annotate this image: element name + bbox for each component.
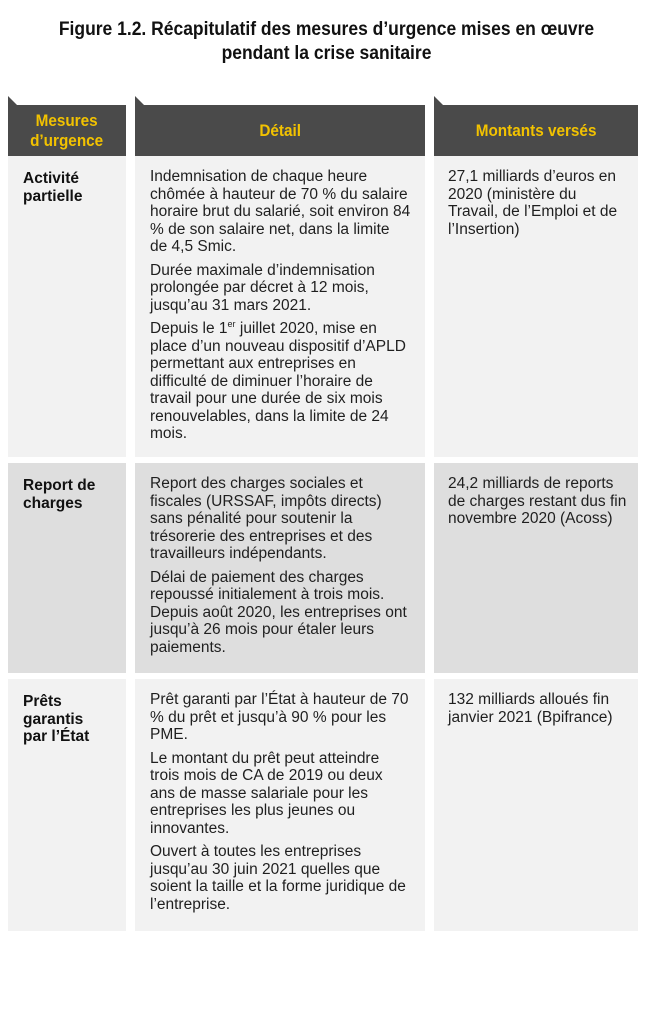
header-measures-line2: d’urgence: [30, 130, 104, 150]
header-amounts-label: Montants versés: [475, 120, 597, 140]
row-amount-report-de-charges: [434, 463, 638, 673]
row-label-line: charges: [23, 494, 83, 512]
header-detail-label: Détail: [259, 120, 301, 140]
detail-paragraph: Le montant du prêt peut atteindre trois mois de CA de 2019 ou deux ans de masse salariale pour les entreprises les plus jeunes ou innovantes.: [150, 749, 383, 837]
detail-paragraph: Prêt garanti par l’État à hauteur de 70 % du prêt et jusqu’à 90 % pour les PME.: [150, 691, 409, 743]
figure-title-line1: Figure 1.2. Récapitulatif des mesures d’urgence mises en œuvre: [58, 19, 595, 40]
header-measures: [8, 105, 126, 156]
row-label-report-de-charges: [8, 463, 126, 673]
detail-paragraph: Ouvert à toutes les entreprises jusqu’au 30 juin 2021 quelles que soient la taille et la forme juridique de l’entreprise.: [150, 843, 406, 913]
row-label-line: Activité: [23, 170, 79, 187]
row-label-line: Prêts: [23, 693, 62, 710]
detail-paragraph: Délai de paiement des charges repoussé initialement à trois mois. Depuis août 2020, les entreprises ont jusqu’à 26 mois pour étaler leurs paiements.: [150, 568, 407, 656]
row-detail-prets-garantis: [135, 679, 425, 931]
amount-text: 27,1 milliards d’euros en 2020 (ministère du Travail, de l’Emploi et de l’Insertion): [448, 168, 618, 238]
row-detail-activite-partielle: [135, 156, 425, 457]
header-amounts: [434, 105, 638, 156]
detail-paragraph: Indemnisation de chaque heure chômée à hauteur de 70 % du salaire horaire brut du salarié, soit environ 84 % de son salaire net, dans la limite de 4,5 Smic.: [150, 168, 411, 255]
row-label-prets-garantis: [8, 679, 126, 931]
row-label-line: Report de: [23, 477, 96, 494]
detail-text: Depuis le 1: [150, 320, 228, 337]
figure-title: [26, 18, 627, 66]
header-measures-line1: Mesures: [35, 110, 99, 130]
row-label-line: garantis: [23, 710, 84, 728]
row-label-line: partielle: [23, 187, 83, 205]
row-detail-report-de-charges: [135, 463, 425, 673]
figure-title-line2: pendant la crise sanitaire: [221, 43, 432, 64]
header-detail: [135, 105, 425, 156]
row-label-line: par l’État: [23, 728, 90, 745]
detail-paragraph: Durée maximale d’indemnisation prolongée par décret à 12 mois, jusqu’au 31 mars 2021.: [150, 261, 375, 314]
amount-text: 24,2 milliards de reports de charges restant dus fin novembre 2020 (Acoss): [448, 475, 627, 527]
row-amount-prets-garantis: [434, 679, 638, 931]
amount-text: 132 milliards alloués fin janvier 2021 (Bpifrance): [448, 691, 613, 726]
row-label-activite-partielle: [8, 156, 126, 457]
superscript-er: er: [227, 319, 236, 329]
detail-text: juillet 2020, mise en place d’un nouveau dispositif d’APLD permettant aux entreprises en difficulté de diminuer l’horaire de travail pour une durée de six mois renouvelables, dans la limite de 24 mois.: [150, 320, 406, 442]
detail-paragraph: [150, 320, 411, 443]
detail-paragraph: Report des charges sociales et fiscales (URSSAF, impôts directs) sans pénalité pour soutenir la trésorerie des entreprises et des travailleurs indépendants.: [150, 475, 382, 562]
row-amount-activite-partielle: [434, 156, 638, 457]
